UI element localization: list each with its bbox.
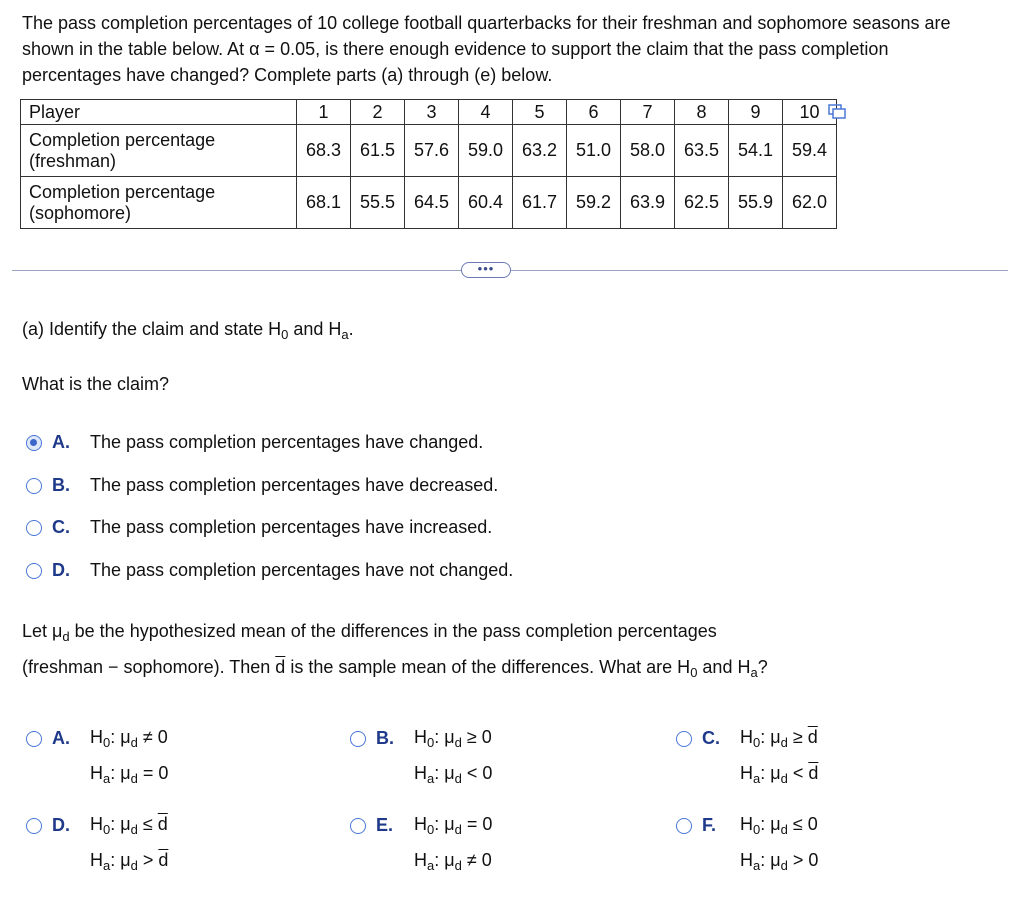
part-a-prompt: (a) Identify the claim and state $H_0$ and $H_a$. — [22, 319, 354, 342]
table-cell: 63.5 — [675, 125, 729, 177]
table-cell: 63.9 — [621, 177, 675, 229]
claim-option-radio[interactable] — [26, 435, 42, 451]
hypothesis-option-text[interactable]: $H_0$: $\mu_d = 0$ $H_a$: $\mu_d \ne 0$ — [414, 814, 493, 873]
hypothesis-option-text[interactable]: $H_0$: $\mu_d \ge \overline{d}$ $H_a$: $\mu_d < \overline{d}$ — [740, 727, 819, 786]
claim-option-text[interactable]: The pass completion percentages have not changed. — [90, 560, 514, 580]
table-cell: 62.5 — [675, 177, 729, 229]
claim-option-radio[interactable] — [26, 478, 42, 494]
hypothesis-option-text[interactable]: $H_0$: $\mu_d \ge 0$ $H_a$: $\mu_d < 0$ — [414, 727, 493, 786]
table-cell: 63.2 — [513, 125, 567, 177]
hypothesis-option-radio[interactable] — [350, 731, 366, 747]
table-cell: 57.6 — [405, 125, 459, 177]
hypothesis-option-radio[interactable] — [350, 818, 366, 834]
table-cell: 8 — [675, 100, 729, 125]
table-cell: 5 — [513, 100, 567, 125]
hypothesis-option-radio[interactable] — [676, 818, 692, 834]
claim-option-radio[interactable] — [26, 563, 42, 579]
hypothesis-option-letter: A. — [52, 728, 70, 748]
table-row-freshman — [21, 125, 837, 177]
hypothesis-option-letter: E. — [376, 815, 394, 835]
table-cell: 62.0 — [783, 177, 837, 229]
table-header-label: Player — [21, 100, 297, 125]
hypothesis-option-letter: B. — [376, 728, 394, 748]
claim-option-letter: D. — [52, 560, 70, 580]
hypothesis-option-radio[interactable] — [26, 818, 42, 834]
let-text-line1: Let $\mu_d$ be the hypothesized mean of the differences in the pass completion percentages — [22, 621, 717, 644]
table-cell: 3 — [405, 100, 459, 125]
claim-option-radio[interactable] — [26, 520, 42, 536]
hypothesis-option-letter: F. — [702, 815, 717, 835]
claim-question: What is the claim? — [22, 374, 170, 394]
table-cell: 59.2 — [567, 177, 621, 229]
claim-option-text[interactable]: The pass completion percentages have increased. — [90, 517, 493, 537]
let-text-line2: (freshman − sophomore). Then $\overline{d}$ is the sample mean of the differences. What are $H_0$ and $H_a$? — [22, 657, 768, 680]
row-label-freshman: Completion percentage (freshman) — [21, 125, 297, 177]
claim-option-letter: C. — [52, 517, 70, 537]
table-cell: 64.5 — [405, 177, 459, 229]
table-cell: 4 — [459, 100, 513, 125]
expand-more-button[interactable]: ••• — [461, 262, 511, 278]
table-cell: 9 — [729, 100, 783, 125]
copy-table-icon[interactable] — [828, 104, 846, 120]
table-cell: 58.0 — [621, 125, 675, 177]
hypothesis-option-text[interactable]: $H_0$: $\mu_d \le 0$ $H_a$: $\mu_d > 0$ — [740, 814, 819, 873]
claim-option-letter: A. — [52, 432, 70, 452]
table-cell: 61.5 — [351, 125, 405, 177]
table-cell: 2 — [351, 100, 405, 125]
table-row-sophomore — [21, 177, 837, 229]
claim-option-text[interactable]: The pass completion percentages have changed. — [90, 432, 484, 452]
table-cell: 10 — [783, 100, 837, 125]
table-cell: 55.9 — [729, 177, 783, 229]
problem-statement: The pass completion percentages of 10 college football quarterbacks for their freshman and sophomore seasons are shown in the table below. At α = 0.05, is there enough evidence to support the claim that the pass completion percentages have changed? Complete parts (a) through (e) below. — [22, 13, 951, 85]
table-cell: 1 — [297, 100, 351, 125]
hypothesis-option-radio[interactable] — [26, 731, 42, 747]
table-cell: 59.4 — [783, 125, 837, 177]
table-cell: 55.5 — [351, 177, 405, 229]
claim-option-letter: B. — [52, 475, 70, 495]
table-cell: 54.1 — [729, 125, 783, 177]
table-cell: 51.0 — [567, 125, 621, 177]
hypothesis-option-letter: D. — [52, 815, 70, 835]
claim-option-text[interactable]: The pass completion percentages have decreased. — [90, 475, 499, 495]
table-cell: 59.0 — [459, 125, 513, 177]
table-cell: 60.4 — [459, 177, 513, 229]
table-cell: 68.3 — [297, 125, 351, 177]
table-cell: 61.7 — [513, 177, 567, 229]
hypothesis-option-radio[interactable] — [676, 731, 692, 747]
table-cell: 68.1 — [297, 177, 351, 229]
hypothesis-option-text[interactable]: $H_0$: $\mu_d \ne 0$ $H_a$: $\mu_d = 0$ — [90, 727, 169, 786]
row-label-sophomore: Completion percentage (sophomore) — [21, 177, 297, 229]
hypothesis-option-text[interactable]: $H_0$: $\mu_d \le \overline{d}$ $H_a$: $\mu_d > \overline{d}$ — [90, 814, 169, 873]
table-row-player — [21, 100, 837, 125]
table-cell: 7 — [621, 100, 675, 125]
table-cell: 6 — [567, 100, 621, 125]
data-table — [20, 99, 837, 229]
hypothesis-option-letter: C. — [702, 728, 720, 748]
